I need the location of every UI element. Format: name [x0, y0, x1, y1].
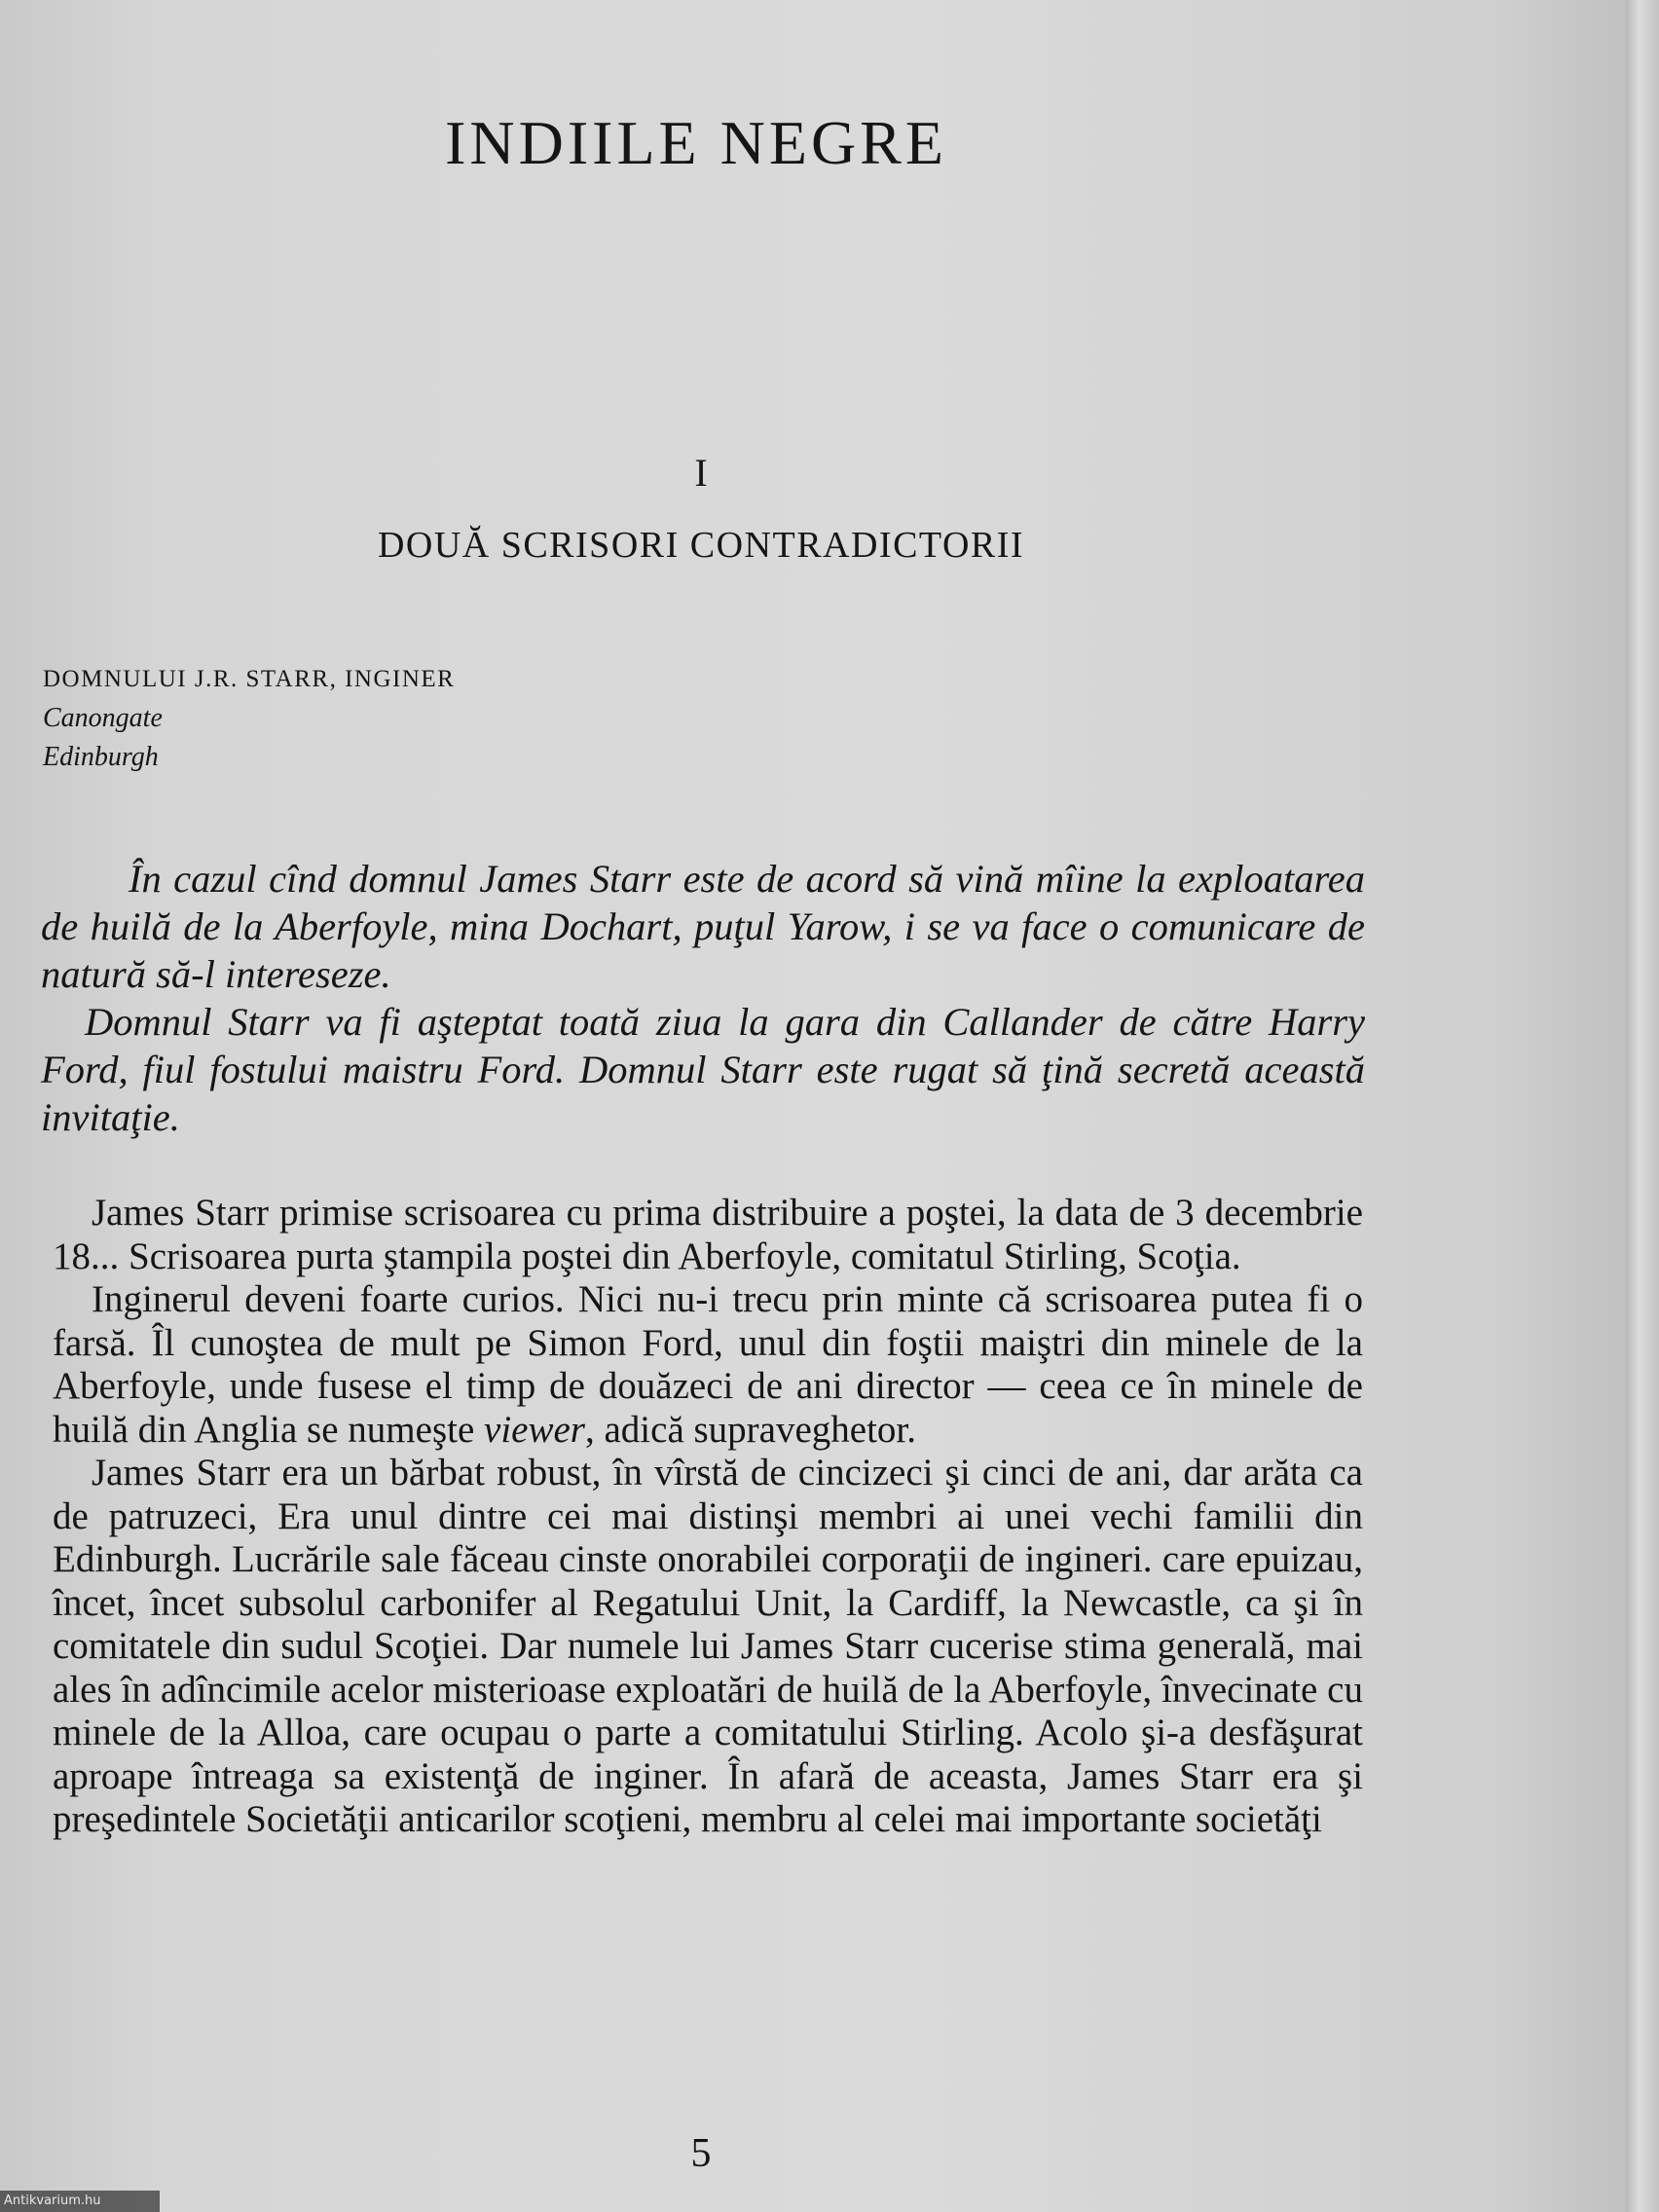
- book-title: INDIILE NEGRE: [445, 108, 947, 177]
- page-edge: [1626, 0, 1659, 2212]
- chapter-number: I: [694, 451, 708, 495]
- letter-paragraph: În cazul cînd domnul James Starr este de acord să vină mîine la exploatarea de huilă de la Aberfoyle, mina Dochart, puţul Yarow, i se va face o comunicare de natură să-l intereseze.: [41, 857, 1365, 996]
- body-paragraph: James Starr primise scrisoarea cu prima distribuire a poştei, la data de 3 decembrie 18... Scrisoarea purta ştampila poştei din Aberfoyle, comitatul Stirling, Scoţia.: [53, 1192, 1363, 1277]
- body-italic-term: viewer: [484, 1408, 585, 1451]
- letter-paragraph: Domnul Starr va fi aşteptat toată ziua la gara din Callander de către Harry Ford, fiul fostului maistru Ford. Domnul Starr este rugat să ţină secretă această invitaţie.: [41, 1000, 1365, 1139]
- address-recipient: DOMNULUI J.R. STARR, INGINER: [43, 666, 456, 692]
- letter-text: [41, 855, 1365, 1141]
- body-text-run: Inginerul deveni foarte curios. Nici nu-i trecu prin minte că scrisoarea putea fi o farsă. Îl cunoştea de mult pe Simon Ford, unul din foştii maiştri din minele de la Aberfoyle, unde fusese el timp de douăzeci de ani director — ceea ce în minele de huilă din Anglia se numeşte: [53, 1278, 1363, 1451]
- watermark: Antikvarium.hu: [0, 2191, 160, 2212]
- body-paragraph: [53, 1278, 1363, 1452]
- body-text: [53, 1192, 1363, 1842]
- body-paragraph: James Starr era un bărbat robust, în vîrstă de cincizeci şi cinci de ani, dar arăta ca de patruzeci, Era unul dintre cei mai distinşi membri ai unei vechi familii din Edinburgh. Lucrările sale făceau cinste onorabilei corporaţii de ingineri. care epuizau, încet, încet subsolul carbonifer al Regatului Unit, la Cardiff, la Newcastle, ca şi în comitatele din sudul Scoţiei. Dar numele lui James Starr cucerise stima generală, mai ales în adîncimile acelor misterioase exploatări de huilă de la Aberfoyle, învecinate cu minele de la Alloa, care ocupau o parte a comitatului Stirling. Acolo şi-a desfăşurat aproape întreaga sa existenţă de inginer. În afară de aceasta, James Starr era şi preşedintele Societăţii anticarilor scoţieni, membru al celei mai importante societăţi: [53, 1452, 1363, 1840]
- letter-address: [43, 660, 455, 777]
- body-text-run: , adică supraveghetor.: [584, 1408, 917, 1451]
- chapter-title: DOUĂ SCRISORI CONTRADICTORII: [377, 525, 1025, 566]
- address-street: Canongate: [43, 703, 163, 733]
- page-number: 5: [690, 2131, 712, 2176]
- address-city: Edinburgh: [43, 742, 159, 772]
